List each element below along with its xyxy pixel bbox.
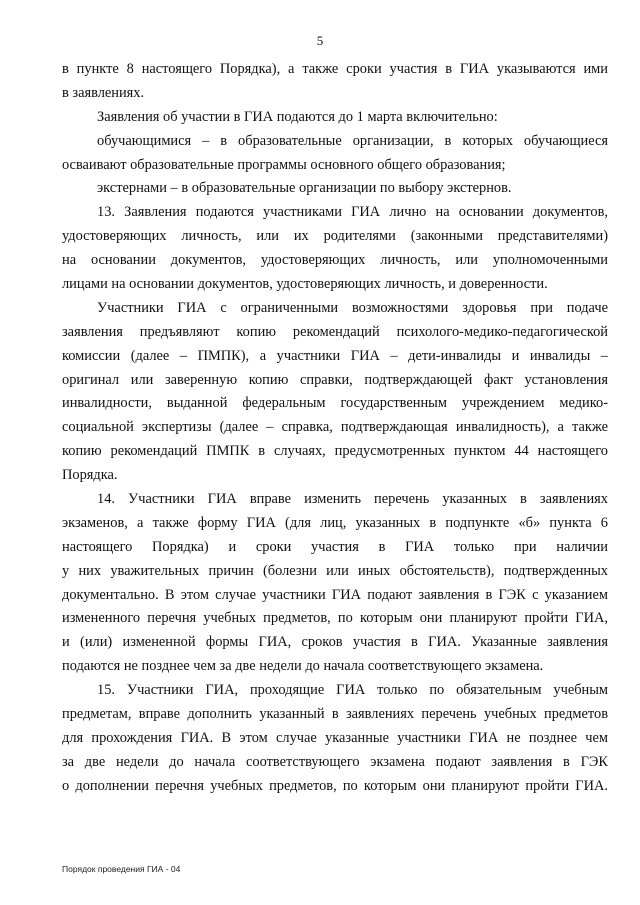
text-line: экстернами – в образовательные организации по выбору экстернов. [97, 180, 512, 197]
text-line: в пункте 8 настоящего Порядка), а также сроки участия в ГИА указываются ими [62, 61, 608, 77]
text-line: настоящего Порядка) и сроки участия в ГИА только при наличии [62, 538, 608, 555]
text-line: Заявления об участии в ГИА подаются до 1 марта включительно: [97, 108, 498, 125]
text-line: инвалидности, выданной федеральным государственным учреждением медико- [62, 395, 608, 412]
text-line: 14. Участники ГИА вправе изменить перечень указанных в заявлениях [97, 491, 608, 508]
text-line: для прохождения ГИА. В этом случае указанные участники ГИА не позднее чем [62, 729, 608, 746]
text-line: у них уважительных причин (болезни или иных обстоятельств), подтвержденных [62, 562, 608, 579]
text-line: обучающимися – в образовательные организации, в которых обучающиеся [97, 132, 608, 149]
text-line: удостоверяющих личность, или их родителями (законными представителями) [62, 228, 608, 245]
text-line: измененного перечня учебных предметов, по которым они планируют пройти ГИА, [62, 610, 608, 627]
text-line: предметам, вправе дополнить указанный в заявлениях перечень учебных предметов [62, 706, 608, 723]
text-line: подаются не позднее чем за две недели до начала соответствующего экзамена. [62, 658, 544, 675]
text-line: документально. В этом случае участники ГИА подают заявления в ГЭК с указанием [62, 586, 608, 603]
text-line: 13. Заявления подаются участниками ГИА лично на основании документов, [97, 204, 608, 221]
text-line: заявления предъявляют копию рекомендаций психолого-медико-педагогической [62, 323, 608, 340]
footer-text: Порядок проведения ГИА - 04 [62, 864, 181, 874]
text-line: Порядка. [62, 467, 118, 484]
text-line: 15. Участники ГИА, проходящие ГИА только по обязательным учебным [97, 682, 608, 699]
text-line: экзаменов, а также форму ГИА (для лиц, указанных в подпункте «б» пункта 6 [62, 514, 608, 531]
document-body [62, 58, 608, 799]
text-line: в заявлениях. [62, 84, 145, 101]
text-line: о дополнении перечня учебных предметов, по которым они планируют пройти ГИА. [62, 777, 608, 794]
text-line: комиссии (далее – ПМПК), а участники ГИА – дети-инвалиды и инвалиды – [62, 347, 608, 364]
text-line: копию рекомендаций ПМПК в случаях, предусмотренных пунктом 44 настоящего [62, 443, 608, 460]
text-line: Участники ГИА с ограниченными возможностями здоровья при подаче [97, 299, 608, 316]
text-line: социальной экспертизы (далее – справка, подтверждающая инвалидность), а также [62, 419, 608, 436]
page-number: 5 [316, 33, 324, 48]
text-line: и (или) измененной формы ГИА, сроков участия в ГИА. Указанные заявления [62, 634, 608, 651]
text-line: за две недели до начала соответствующего экзамена подают заявления в ГЭК [62, 753, 608, 770]
text-line: на основании документов, удостоверяющих личность, или уполномоченными [62, 252, 608, 269]
text-line: лицами на основании документов, удостоверяющих личность, и доверенности. [62, 276, 548, 293]
text-line: осваивают образовательные программы основного общего образования; [62, 156, 506, 173]
text-line: оригинал или заверенную копию справки, подтверждающей факт установления [62, 371, 608, 388]
